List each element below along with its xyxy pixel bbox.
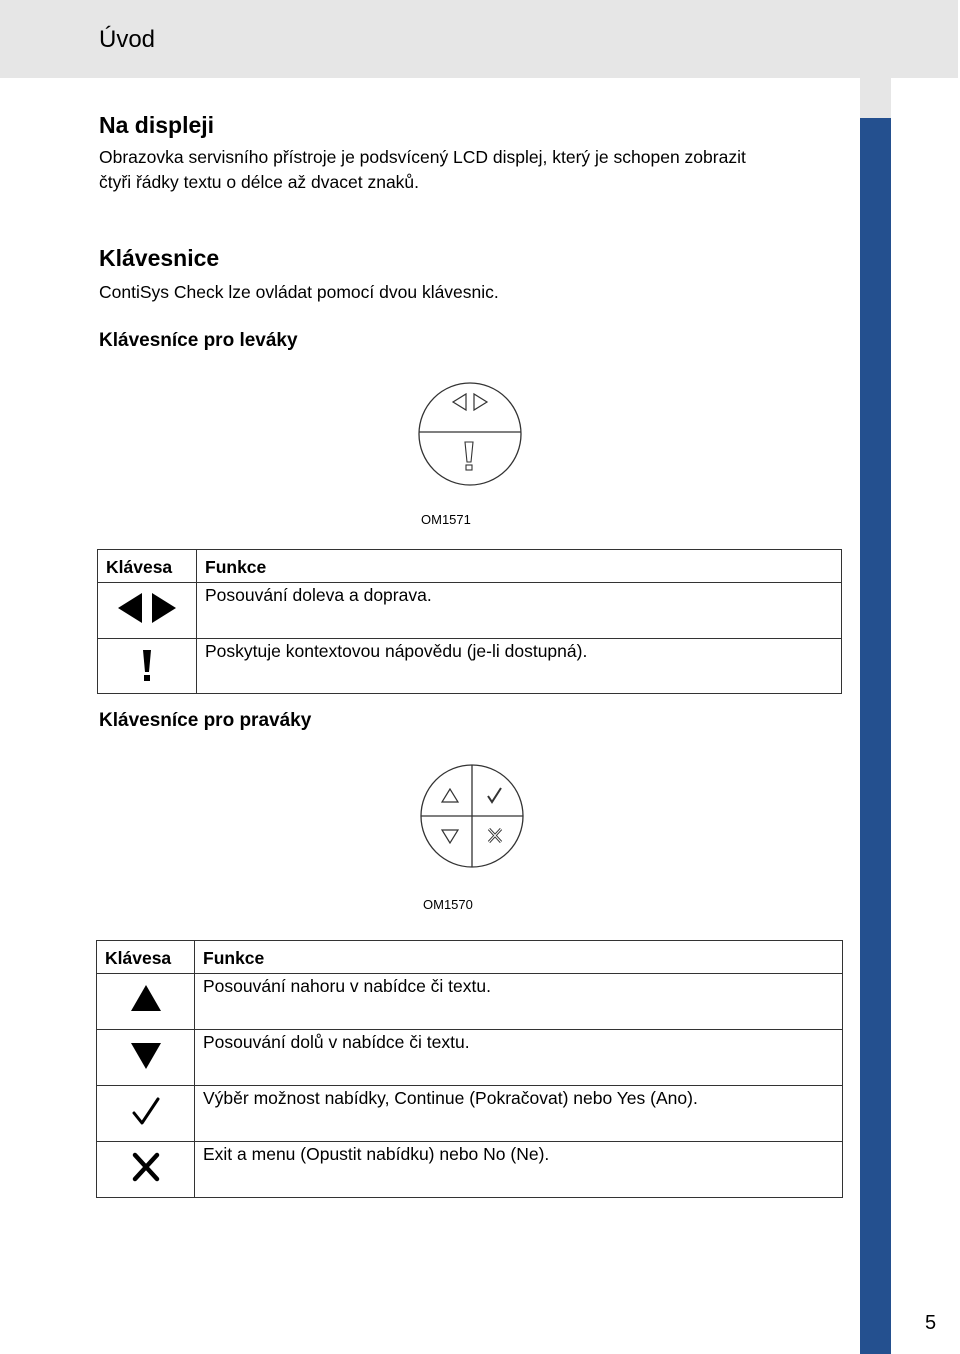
table-row	[98, 583, 842, 639]
right-keypad-diagram	[418, 762, 528, 872]
checkmark-icon	[126, 1093, 166, 1129]
table-row	[97, 974, 843, 1030]
left-arrow-outline-icon	[453, 394, 466, 410]
key-column-header: Klávesa	[98, 550, 197, 583]
side-bar	[860, 118, 891, 1354]
keypad-text: ContiSys Check lze ovládat pomocí dvou klávesnic.	[99, 282, 499, 302]
table-row	[97, 1142, 843, 1198]
display-text-line2: čtyři řádky textu o délce až dvacet znaků.	[99, 172, 420, 192]
left-keypad-heading: Klávesníce pro leváky	[99, 330, 298, 351]
key-cell	[98, 639, 197, 694]
key-column-header: Klávesa	[97, 941, 195, 974]
cross-icon	[126, 1149, 166, 1185]
function-cell: Výběr možnost nabídky, Continue (Pokračovat) nebo Yes (Ano).	[195, 1086, 843, 1142]
key-cell	[97, 974, 195, 1030]
key-cell	[97, 1142, 195, 1198]
function-cell: Posouvání nahoru v nabídce či textu.	[195, 974, 843, 1030]
table-row	[98, 639, 842, 694]
function-cell: Posouvání dolů v nabídce či textu.	[195, 1030, 843, 1086]
down-arrow-icon	[126, 1037, 166, 1073]
function-column-header: Funkce	[197, 550, 842, 583]
function-cell: Exit a menu (Opustit nabídku) nebo No (Ne).	[195, 1142, 843, 1198]
key-cell	[97, 1030, 195, 1086]
keypad-heading: Klávesnice	[99, 245, 220, 271]
up-arrow-icon	[126, 981, 166, 1017]
left-right-arrows-icon	[112, 588, 182, 628]
right-arrow-outline-icon	[474, 394, 487, 410]
left-figure-code: OM1571	[421, 512, 471, 527]
exclamation-outline-icon	[465, 442, 473, 470]
checkmark-outline-icon	[488, 788, 501, 802]
function-cell: Poskytuje kontextovou nápovědu (je-li dostupná).	[197, 639, 842, 694]
up-arrow-outline-icon	[442, 789, 458, 802]
display-text-line1: Obrazovka servisního přístroje je podsvícený LCD displej, který je schopen zobrazit	[99, 147, 746, 167]
page-header-title: Úvod	[99, 26, 156, 53]
table-row	[97, 1086, 843, 1142]
key-cell	[98, 583, 197, 639]
cross-outline-icon	[489, 829, 501, 842]
left-keypad-diagram	[415, 380, 525, 490]
page-number: 5	[925, 1312, 937, 1334]
down-arrow-outline-icon	[442, 830, 458, 843]
right-figure-code: OM1570	[423, 897, 473, 912]
left-keys-table	[97, 549, 842, 694]
right-keypad-heading: Klávesníce pro praváky	[99, 710, 312, 731]
display-heading: Na displeji	[99, 112, 215, 138]
exclamation-icon	[137, 644, 157, 684]
function-column-header: Funkce	[195, 941, 843, 974]
right-keys-table	[96, 940, 843, 1198]
table-header-row	[98, 550, 842, 583]
function-cell: Posouvání doleva a doprava.	[197, 583, 842, 639]
key-cell	[97, 1086, 195, 1142]
table-row	[97, 1030, 843, 1086]
side-bar-top	[860, 78, 891, 118]
table-header-row	[97, 941, 843, 974]
